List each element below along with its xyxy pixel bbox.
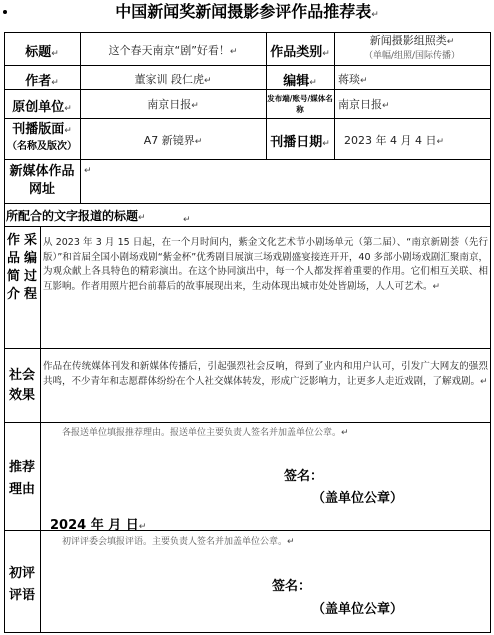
editor-label: 编辑↵: [283, 74, 317, 89]
date-value: 2023 年 4 月 4 日↵: [344, 134, 445, 147]
paragraph-mark-icon: ↵: [371, 10, 379, 20]
title-label: 标题↵: [25, 45, 59, 60]
effect-label: 社会 效果: [8, 368, 35, 403]
publisher-value: 南京日报↵: [338, 98, 390, 111]
recommend-label: 推荐 理由: [8, 460, 35, 497]
recommend-signature: 签名：: [284, 469, 324, 484]
page-title-text: 中国新闻奖新闻摄影参评作品推荐表: [115, 2, 372, 21]
recommend-date: 2024 年 月 日↵: [50, 518, 147, 533]
editor-value: 蒋琰↵: [338, 73, 368, 86]
page-label: 刊播版面↵ （名称及版次）: [7, 122, 77, 152]
category-value: 新闻摄影组照类↵ （单幅/组照/国际传播）: [363, 34, 461, 61]
review-signature: 签名：: [272, 579, 312, 594]
effect-text: 作品在传统媒体刊发和新媒体传播后，引起强烈社会反响，得到了业内和用户认可，引发广大网友的强烈共鸣，不少青年和志愿群体纷纷在个人社交媒体转发，形成广泛影响力，让更多人走近戏剧，了解戏剧。↵: [43, 361, 488, 387]
title-value: 这个春天南京“剧”好看！↵: [108, 44, 238, 57]
recommend-note: 各报送单位填报推荐理由。报送单位主要负责人签名并加盖单位公章。↵: [62, 428, 349, 438]
author-value: 董家训 段仁虎↵: [134, 73, 212, 86]
recommend-seal: （盖单位公章）: [312, 491, 404, 506]
related-title-label: 所配合的文字报道的标题↵: [6, 209, 146, 223]
publisher-label: 发布端/账号/媒体名称: [267, 94, 333, 114]
newmedia-label: 新媒体作品 网址: [9, 164, 75, 197]
author-label: 作者↵: [25, 74, 59, 89]
related-title-value: ↵: [183, 215, 191, 225]
review-seal: （盖单位公章）: [312, 602, 404, 617]
unit-value: 南京日报↵: [147, 98, 199, 111]
newmedia-value: ↵: [84, 166, 92, 176]
intro-label: 作 品 简 介 采 编 过 程: [6, 233, 37, 302]
review-label: 初评 评语: [8, 566, 35, 603]
page-value: A7 新镜界↵: [143, 134, 203, 147]
intro-text: 从 2023 年 3 月 15 日起，在一个月时间内，紫金文化艺术节小剧场单元（第二届）、“南京新剧荟（先行版）”和首届全国小剧场戏剧“紫金杯”优秀剧目展演三场戏剧盛宴接连开开，40 多部小剧场戏剧汇聚南京，为观众献上各具特色的精彩演出。在这个协同演出中，每一个人都发挥着重要的作用。它们相互关联、相互影响。作者用照片把台前幕后的故事展现出来，生动体现出城市处处皆剧场，人人可艺术。↵: [43, 237, 488, 292]
page-title: [0, 2, 494, 25]
category-label: 作品类别↵: [270, 45, 330, 60]
date-label: 刊播日期↵: [270, 135, 330, 150]
unit-label: 原创单位↵: [12, 100, 72, 115]
review-note: 初评评委会填报评语。主要负责人签名并加盖单位公章。↵: [62, 537, 295, 547]
